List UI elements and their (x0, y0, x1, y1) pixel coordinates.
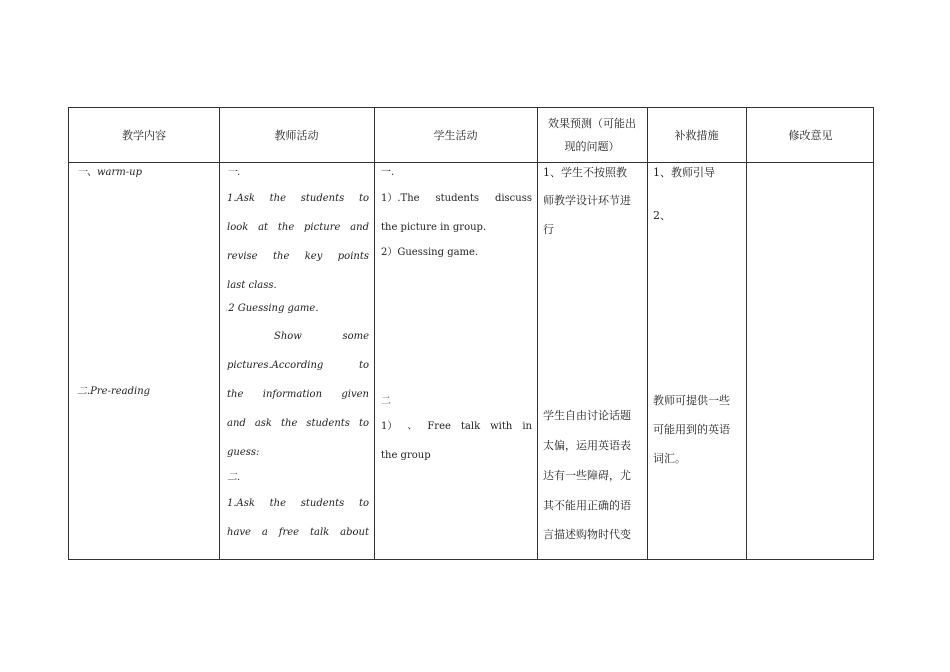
word: pictures.According (227, 360, 324, 371)
teacher-line-7 (274, 331, 369, 343)
word: the (227, 389, 244, 400)
student-line-3: the picture in group. (381, 222, 487, 233)
word: 1） (381, 421, 398, 432)
guessing-game-text: 2 Guessing game. (228, 303, 319, 314)
word: information (262, 389, 323, 400)
student-line-7: the group (381, 450, 431, 461)
student-line-6 (381, 421, 532, 433)
highlight-dot: . (225, 303, 229, 314)
effect-line-2: 师教学设计环节进 (543, 194, 631, 207)
word: students (300, 193, 345, 204)
word: given (341, 389, 369, 400)
word: to (358, 418, 369, 429)
teacher-line-6 (225, 303, 319, 315)
word: the (269, 498, 287, 509)
word: points (337, 251, 369, 262)
word: Free (427, 421, 451, 432)
word: students (300, 498, 345, 509)
effect-line-3: 行 (543, 223, 554, 236)
header-effect-line-2: 现的问题） (564, 140, 620, 153)
word: 、 (407, 421, 418, 432)
word: the (277, 222, 295, 233)
word: students (306, 418, 350, 429)
content-prereading: 二.Pre-reading (77, 386, 151, 397)
effect-line-6: 达有一些障碍，尤 (543, 469, 631, 482)
teacher-line-3 (227, 222, 369, 234)
teacher-line-4 (227, 251, 369, 263)
column-divider (537, 108, 538, 559)
teacher-line-11: guess: (227, 447, 260, 458)
teacher-line-14 (227, 527, 369, 539)
header-teacher-activity: 教师活动 (274, 128, 319, 142)
word: some (342, 331, 369, 342)
header-effect-prediction (537, 108, 647, 162)
word: and (227, 418, 246, 429)
word: discuss (494, 193, 532, 204)
word: the (281, 418, 298, 429)
column-divider (647, 108, 648, 559)
header-revision: 修改意见 (788, 128, 833, 142)
effect-line-8: 言描述购物时代变 (543, 528, 631, 541)
teacher-line-5: last class. (227, 280, 277, 291)
word: 1.Ask (227, 498, 255, 509)
student-line-4: 2）Guessing game. (381, 247, 479, 258)
word: with (490, 421, 513, 432)
word: free (278, 527, 300, 538)
teacher-line-13 (227, 498, 369, 510)
word: to (358, 498, 369, 509)
teacher-line-9 (227, 389, 369, 401)
effect-line-7: 其不能用正确的语 (543, 499, 631, 512)
word: 1.Ask (227, 193, 255, 204)
student-line-5: 二 (381, 396, 391, 407)
lesson-plan-table (68, 107, 874, 560)
column-divider (746, 108, 747, 559)
effect-line-5: 太偏，运用英语表 (543, 439, 631, 452)
remedy-line-5: 词汇。 (653, 452, 686, 465)
header-effect-line-1: 效果预测（可能出 (548, 117, 636, 130)
word: revise (227, 251, 258, 262)
word: 1）.The (381, 193, 420, 204)
word: picture (304, 222, 341, 233)
word: look (227, 222, 249, 233)
column-divider (219, 108, 220, 559)
header-content: 教学内容 (122, 128, 166, 142)
word: talk (460, 421, 481, 432)
header-row-divider (69, 162, 873, 163)
teacher-line-10 (227, 418, 369, 430)
word: about (340, 527, 369, 538)
word: a (261, 527, 268, 538)
header-remedy: 补救措施 (674, 128, 719, 142)
word: in (522, 421, 532, 432)
effect-line-4: 学生自由讨论话题 (543, 409, 631, 422)
teacher-line-12: 二. (227, 472, 241, 483)
teacher-line-8 (227, 360, 369, 372)
word: the (269, 193, 287, 204)
word: have (227, 527, 251, 538)
teacher-line-2 (227, 193, 369, 205)
header-student-activity: 学生活动 (433, 128, 478, 142)
word: ask (254, 418, 272, 429)
word: key (304, 251, 323, 262)
word: the (272, 251, 290, 262)
content-warmup: 一、warm-up (77, 167, 143, 178)
word: and (350, 222, 369, 233)
word: talk (310, 527, 330, 538)
remedy-line-1: 1、教师引导 (653, 166, 715, 179)
word: at (258, 222, 269, 233)
remedy-line-2: 2、 (653, 209, 671, 222)
student-line-2 (381, 193, 532, 205)
effect-line-1: 1、学生不按照教 (543, 166, 627, 179)
word: to (358, 360, 369, 371)
remedy-line-3: 教师可提供一些 (653, 394, 730, 407)
remedy-line-4: 可能用到的英语 (653, 423, 730, 436)
word: students (435, 193, 480, 204)
teacher-line-1: 一. (227, 167, 241, 178)
column-divider (374, 108, 375, 559)
student-line-1: 一. (381, 167, 395, 178)
word: Show (274, 331, 302, 342)
word: to (358, 193, 369, 204)
